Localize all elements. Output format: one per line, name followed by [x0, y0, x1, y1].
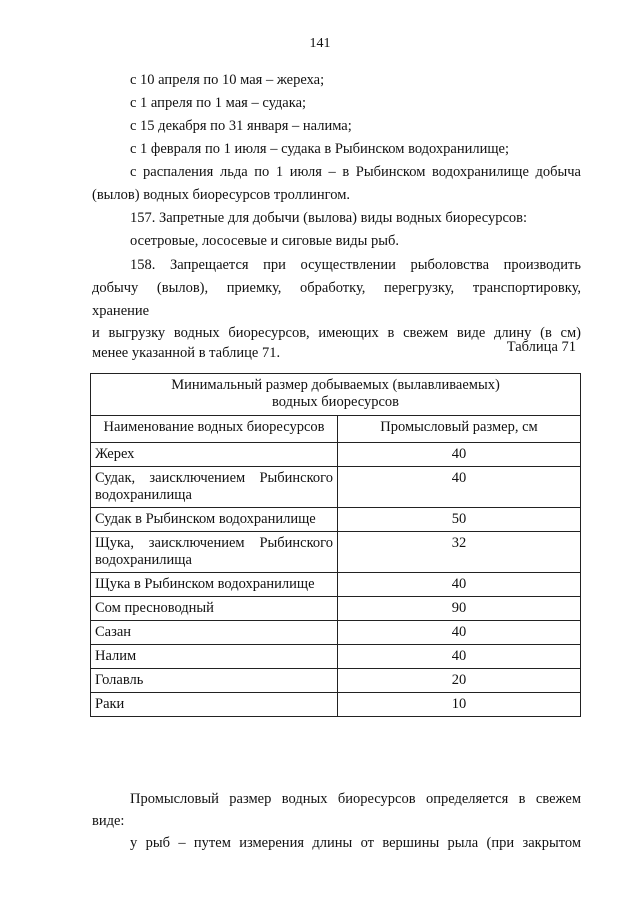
species-name: Налим	[91, 645, 338, 669]
min-size: 40	[338, 573, 581, 597]
paragraph-line: с 1 апреля по 1 мая – судака;	[130, 95, 307, 111]
species-name: Щука в Рыбинском водохранилище	[91, 573, 338, 597]
paragraph-line: с 10 апреля по 10 мая – жереха;	[130, 72, 325, 88]
min-size: 90	[338, 597, 581, 621]
species-name: Сазан	[91, 621, 338, 645]
page-number: 141	[309, 36, 331, 51]
species-name: Судак, заисключением Рыбинского водохранилища	[91, 467, 338, 508]
min-size: 40	[338, 621, 581, 645]
paragraph-line: добычу (вылов), приемку, обработку, перегрузку, транспортировку,	[92, 280, 581, 296]
paragraph-line: (вылов) водных биоресурсов троллингом.	[92, 187, 351, 203]
paragraph-line: и выгрузку водных биоресурсов, имеющих в свежем виде длину (в см)	[92, 325, 581, 341]
min-size: 40	[338, 467, 581, 508]
paragraph-line: осетровые, лососевые и сиговые виды рыб.	[130, 233, 399, 249]
min-size: 50	[338, 508, 581, 532]
table-row	[91, 467, 581, 508]
paragraph-line: с распаления льда по 1 июля – в Рыбинском водохранилище добыча	[130, 164, 581, 180]
paragraph-line: с 1 февраля по 1 июля – судака в Рыбинском водохранилище;	[130, 141, 510, 157]
table-title-line: водных биоресурсов	[271, 394, 400, 410]
table-row	[91, 693, 581, 717]
species-name: Судак в Рыбинском водохранилище	[91, 508, 338, 532]
size-table	[90, 373, 581, 717]
paragraph-line: хранение	[92, 303, 150, 319]
paragraph-line: виде:	[92, 813, 125, 829]
species-name: Щука, заисключением Рыбинского водохранилища	[91, 532, 338, 573]
min-size: 10	[338, 693, 581, 717]
table-row	[91, 573, 581, 597]
table-row	[91, 669, 581, 693]
min-size: 40	[338, 645, 581, 669]
column-header-name: Наименование водных биоресурсов	[91, 416, 338, 443]
paragraph-line: с 15 декабря по 31 января – налима;	[130, 118, 352, 134]
table-row	[91, 443, 581, 467]
min-size: 20	[338, 669, 581, 693]
column-header-size: Промысловый размер, см	[338, 416, 581, 443]
species-name: Голавль	[91, 669, 338, 693]
table-row	[91, 621, 581, 645]
species-name: Раки	[91, 693, 338, 717]
paragraph-line: 157. Запретные для добычи (вылова) виды водных биоресурсов:	[130, 210, 528, 226]
paragraph-line: менее указанной в таблице 71.	[92, 345, 281, 361]
table-title-line: Минимальный размер добываемых (вылавливаемых)	[171, 377, 500, 393]
table-row	[91, 645, 581, 669]
table-title	[91, 374, 581, 416]
table-row	[91, 597, 581, 621]
min-size: 32	[338, 532, 581, 573]
paragraph-line: 158. Запрещается при осуществлении рыболовства производить	[130, 257, 581, 273]
table-row	[91, 532, 581, 573]
species-name: Жерех	[91, 443, 338, 467]
paragraph-line: Промысловый размер водных биоресурсов определяется в свежем	[130, 791, 581, 807]
species-name: Сом пресноводный	[91, 597, 338, 621]
paragraph-line: у рыб – путем измерения длины от вершины рыла (при закрытом	[130, 835, 581, 851]
table-row	[91, 508, 581, 532]
table-caption: Таблица 71	[506, 339, 576, 355]
min-size: 40	[338, 443, 581, 467]
